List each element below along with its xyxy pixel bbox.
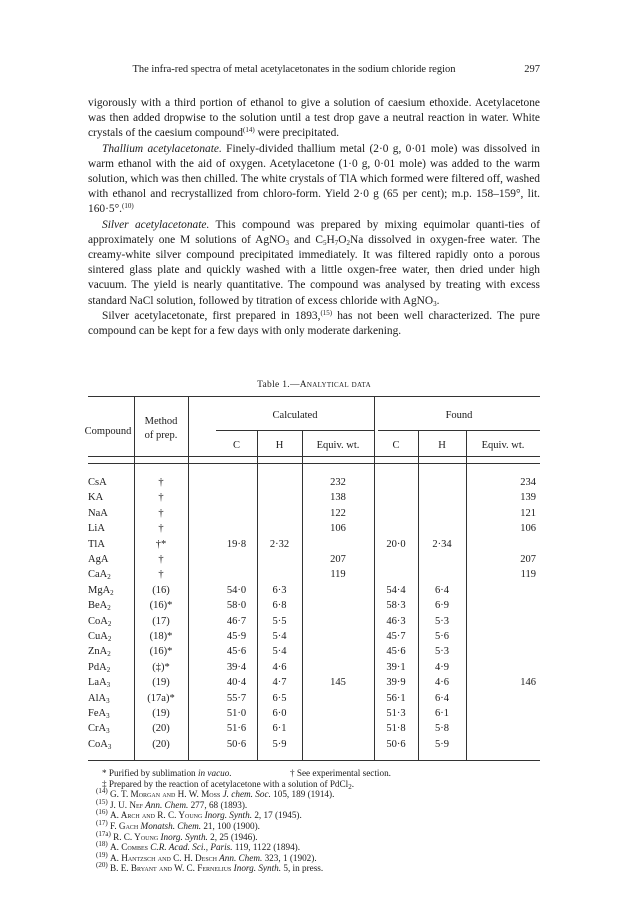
table-cell-method: † (158, 507, 164, 519)
p1-segment: were precipitated. (254, 127, 340, 140)
footnote-pdcl2-text: Prepared by the reaction of acetylacetone with a solution of PdCl (108, 778, 349, 789)
table-cell-fh: 6·1 (435, 708, 449, 719)
compound-name: CuA (88, 631, 108, 642)
compound-name: FeA (88, 708, 107, 719)
table-cell-fh: 4·6 (435, 677, 449, 689)
table-found-underline (378, 430, 540, 431)
table-cell-fc: 54·4 (386, 584, 406, 596)
reference-authors: A. Hantzsch and C. H. Desch (109, 852, 218, 863)
header-calc-equiv: Equiv. wt. (316, 440, 360, 451)
header-calc-h: H (275, 440, 284, 451)
reference-journal: J. chem. Soc. (220, 789, 271, 800)
compound-cell (88, 708, 110, 720)
paragraph-silver-history (88, 309, 540, 339)
p3-segment: 7 (334, 238, 339, 247)
table-cell-ce: 232 (330, 477, 346, 488)
p3-segment: 5 (323, 238, 327, 247)
table-col-rule-2 (188, 396, 189, 760)
table-cell-fe: 207 (520, 554, 536, 565)
reference-item (96, 842, 540, 853)
table-cell-fc: 39·9 (386, 677, 406, 689)
table-cell-fe: 139 (520, 492, 536, 504)
table-cell-cc: 46·7 (226, 615, 247, 627)
compound-cell (88, 492, 103, 504)
p3-segment: H (326, 233, 335, 246)
table-cell-ch: 5·4 (272, 646, 287, 658)
table-cell-method: (19) (152, 708, 170, 719)
compound-cell (88, 631, 111, 643)
reference-number: (15) (96, 797, 108, 806)
running-header (88, 64, 540, 78)
p3-segment: Na dissolved in oxygen-free water. The creamy-white silver compound precipitated immediately. It was filtered rapidly onto a porous sintered glass plate and quickly washed with a little oxgen-free water, then dried under high vacuum. The yield is nearly quantitative. The compound was analysed by treating with excess standard NaCl solution, followed by titration of excess chloride with AgNO (88, 233, 540, 307)
table-cell-cc: 45·6 (226, 646, 247, 658)
compound-name: CaA (88, 569, 108, 581)
reference-number: (17a) (96, 829, 111, 838)
paragraph-thallium (88, 142, 540, 218)
p3-segment: 2 (346, 238, 350, 247)
footnote-sublimation-text: Purified by sublimation (108, 768, 198, 778)
table-cell-cc: 50·6 (226, 738, 247, 750)
reference-authors: R. C. Young (113, 831, 159, 842)
table-calc-underline (216, 430, 374, 431)
table-caption (88, 380, 540, 390)
table-cell-method: † (158, 492, 164, 504)
reference-authors: G. T. Morgan and H. W. Moss (109, 789, 221, 800)
header-found-c: C (392, 440, 400, 451)
footnote-sublimation (96, 768, 540, 779)
footnote-pdcl2-end: . (351, 778, 354, 789)
table-cell-ch: 6·0 (272, 708, 287, 719)
reference-journal: C.R. Acad. Sci., Paris. (148, 842, 233, 853)
compound-subscript: 2 (107, 573, 111, 582)
reference-details: 105, 189 (1914). (270, 789, 335, 800)
table-cell-ce: 207 (330, 554, 346, 565)
table-header-rule (88, 456, 540, 457)
p3-segment: This compound was prepared by mixing equimolar quanti-ties of approximately one M solutions of AgNO (88, 218, 541, 246)
reference-details: 323, 1 (1902). (262, 852, 317, 863)
table-cell-fh: 2·34 (432, 538, 452, 550)
compound-cell (88, 739, 111, 751)
reference-item (96, 818, 540, 832)
table-cell-cc: 58·0 (226, 600, 247, 612)
reference-authors: A. Arch and R. C. Young (109, 810, 203, 821)
compound-name: LiA (88, 523, 105, 535)
footnote-pdcl2-sub: 2 (348, 782, 352, 791)
footnote-double-dagger: ‡ (102, 778, 109, 789)
table-cell-method: (17a)* (147, 692, 175, 704)
compound-cell (88, 646, 111, 658)
table-cell-ch: 6·3 (272, 584, 287, 596)
table-cell-ch: 5·4 (272, 631, 287, 642)
table-cell-fc: 46·3 (386, 615, 406, 627)
reference-authors: J. U. Nef (109, 799, 144, 810)
table-cell-ch: 6·1 (272, 723, 287, 735)
p2-segment: (10) (121, 202, 134, 211)
reference-item (96, 850, 540, 864)
paragraph-caesium (88, 96, 540, 142)
reference-journal: Monatsh. Chem. (138, 820, 202, 831)
reference-authors: B. E. Bryant and W. C. Fernelius (109, 863, 232, 874)
footnote-pdcl2 (96, 779, 540, 790)
reference-details: 2, 17 (1945). (252, 810, 302, 821)
compound-cell (88, 539, 105, 551)
table-cell-cc: 39·4 (226, 661, 247, 673)
table-cell-fe: 234 (520, 477, 536, 488)
table-cell-method: † (158, 523, 164, 535)
reference-details: 277, 68 (1893). (188, 799, 248, 810)
compound-name: ZnA (88, 646, 108, 658)
reference-details: 5, in press. (281, 863, 324, 874)
table-cell-ch: 5·5 (272, 615, 287, 627)
table-cell-fh: 6·4 (435, 584, 449, 596)
table-top-rule (88, 396, 540, 397)
p3-segment: Silver acetylacetonate. (102, 218, 210, 231)
table-cell-fe: 119 (520, 569, 536, 581)
compound-name: CoA (88, 738, 108, 750)
table-cell-ch: 4·6 (272, 661, 287, 673)
footnotes (96, 768, 540, 874)
table-caption-text: —Analytical data (289, 380, 371, 390)
header-found-h: H (438, 440, 446, 451)
compound-name: CoA (88, 615, 108, 627)
table-cell-cc: 40·4 (226, 677, 247, 689)
table-cell-method: (18)* (149, 631, 173, 642)
footnote-in-vacuo: in vacuo. (197, 768, 232, 778)
table-cell-cc: 45·9 (226, 631, 247, 642)
table-cell-fc: 50·6 (386, 738, 406, 750)
compound-cell (88, 600, 111, 612)
reference-authors: A. Combes (109, 842, 148, 853)
table-cell-cc: 51·0 (226, 708, 247, 719)
header-found-equiv: Equiv. wt. (481, 440, 525, 451)
reference-item (96, 829, 540, 843)
p3-segment: . (436, 294, 440, 307)
header-method-line2: of prep. (144, 430, 178, 441)
table-bottom-rule (88, 760, 540, 761)
compound-cell (88, 477, 107, 489)
compound-name: AgA (88, 554, 109, 565)
reference-item (96, 810, 540, 821)
compound-subscript: 3 (107, 742, 112, 751)
reference-journal: Inorg. Synth. (158, 831, 208, 842)
table-subheader-rule (88, 463, 540, 464)
table-cell-ch: 6·5 (272, 692, 287, 704)
compound-name: CsA (88, 477, 107, 488)
table-cell-method: (20) (152, 723, 170, 735)
table-cell-ce: 106 (330, 523, 346, 535)
table-cell-fc: 39·1 (386, 661, 406, 673)
footnote-asterisk: * (102, 768, 109, 778)
table-cell-fh: 5·3 (435, 646, 449, 658)
table-cell-method: (19) (152, 677, 170, 689)
p1-segment: (14) (243, 126, 255, 135)
table-cell-ce: 145 (330, 677, 346, 689)
compound-name: PdA (88, 661, 107, 673)
table-cell-fc: 58·3 (386, 600, 406, 612)
p1-segment: vigorously with a third portion of ethanol to give a solution of caesium ethoxide. Acetylacetone was then added dropwise to the solution until a test drop gave a neutral reaction in water. White crystals of the caesium compound (88, 97, 540, 140)
paragraph-silver (88, 218, 540, 309)
table-cell-fc: 45·7 (386, 631, 406, 642)
compound-name: TlA (88, 538, 105, 550)
reference-item (96, 797, 540, 811)
reference-number: (17) (96, 818, 108, 827)
table-caption-number: Table 1. (257, 380, 290, 390)
table-cell-ch: 5·9 (272, 738, 287, 750)
compound-cell (88, 508, 108, 520)
compound-subscript: 2 (110, 588, 114, 597)
compound-cell (88, 693, 110, 705)
table-cell-method: (‡)* (152, 661, 170, 673)
compound-subscript: 3 (106, 696, 110, 705)
compound-name: NaA (88, 507, 108, 519)
reference-details: 119, 1122 (1894). (232, 842, 301, 853)
header-calc-c: C (232, 440, 240, 451)
reference-number: (18) (96, 840, 108, 849)
compound-cell (88, 523, 105, 535)
table-cell-cc: 55·7 (226, 692, 247, 704)
header-found: Found (445, 410, 473, 421)
table-cell-method: † (158, 569, 164, 581)
table-cell-fe: 106 (520, 523, 536, 535)
table-cell-fc: 45·6 (386, 646, 406, 658)
reference-journal: Inorg. Synth. (231, 863, 282, 874)
p3-segment: O (338, 233, 347, 246)
table-cell-method: (17) (152, 615, 170, 627)
reference-details: 2, 25 (1946). (207, 831, 258, 842)
table-cell-ce: 138 (330, 492, 346, 504)
table-cell-fh: 5·8 (435, 723, 449, 735)
running-title: The infra-red spectra of metal acetylacetonates in the sodium chloride region (132, 64, 456, 75)
compound-name: LaA (88, 677, 107, 689)
compound-subscript: 3 (106, 712, 110, 720)
compound-cell (88, 662, 110, 674)
reference-item (96, 789, 540, 800)
reference-number: (20) (96, 861, 108, 870)
table-cell-fh: 6·9 (435, 600, 449, 612)
reference-journal: Ann. Chem. (143, 799, 189, 810)
compound-cell (88, 569, 111, 581)
p4-segment: Silver acetylacetonate, first prepared in 1893, (102, 309, 321, 322)
p4-segment: has not been well characterized. The pure compound can be kept for a few days with only moderate darkening. (88, 309, 540, 338)
compound-name: AlA (88, 692, 107, 704)
header-calculated: Calculated (272, 410, 318, 421)
compound-subscript: 2 (107, 650, 111, 659)
table-cell-ch: 4·7 (272, 677, 287, 689)
table-cell-cc: 54·0 (226, 584, 247, 596)
table-cell-method: † (158, 554, 164, 565)
compound-name: KA (88, 492, 104, 504)
table-cell-fc: 56·1 (386, 692, 406, 704)
reference-item (96, 863, 540, 874)
compound-cell (88, 616, 111, 628)
reference-number: (19) (96, 850, 108, 859)
table-cell-ce: 119 (330, 569, 346, 581)
compound-cell (88, 677, 110, 689)
table-cell-method: †* (155, 538, 167, 550)
reference-details: 21, 100 (1900). (201, 820, 260, 831)
compound-cell (88, 723, 110, 735)
reference-journal: Ann. Chem. (217, 852, 263, 863)
table-cell-ch: 2·32 (269, 538, 290, 550)
reference-number: (14) (96, 787, 108, 796)
table-cell-cc: 51·6 (226, 723, 247, 735)
reference-authors: F. Gach (109, 820, 139, 831)
table-cell-fh: 5·3 (435, 615, 449, 627)
p2-segment: Finely-divided thallium metal (2·0 g, 0·01 mole) was dissolved in warm ethanol with the aid of oxygen. Acetylacetone (1·0 g, 0·01 mole) was added to the warm solution, which was then chilled. The white crystals of TlA which formed were filtered off, washed with ethanol and recrystallized from chloro-form. Yield 2·0 g (65 per cent); m.p. 158–159°, lit. 160·5°. (88, 142, 540, 216)
table-cell-fe: 146 (520, 677, 536, 689)
table-cell-ce: 122 (330, 507, 346, 519)
table-cell-method: (20) (152, 738, 170, 750)
table-cell-method: (16)* (149, 646, 173, 658)
table-cell-fe: 121 (520, 507, 536, 519)
compound-name: CrA (88, 723, 107, 735)
compound-name: BeA (88, 600, 108, 612)
body-text (88, 96, 540, 339)
p3-segment: 3 (285, 238, 290, 247)
table-cell-fh: 6·4 (435, 692, 449, 704)
compound-subscript: 3 (106, 681, 111, 690)
compound-subscript: 2 (107, 619, 112, 628)
analytical-data-table (84, 396, 540, 762)
table-cell-fh: 4·9 (435, 661, 449, 673)
table-cell-cc: 19·8 (226, 538, 247, 550)
table-cell-ch: 6·8 (272, 600, 287, 612)
table-cell-fc: 51·8 (386, 723, 406, 735)
reference-journal: Inorg. Synth. (202, 810, 253, 821)
table-cell-fh: 5·6 (435, 631, 449, 642)
reference-list (96, 789, 540, 874)
compound-subscript: 3 (106, 727, 110, 736)
p2-segment: Thallium acetylacetonate. (102, 142, 222, 155)
p3-segment: 3 (433, 299, 437, 308)
compound-cell (88, 554, 108, 566)
p4-segment: (15) (320, 308, 333, 317)
header-compound: Compound (84, 426, 132, 437)
compound-subscript: 2 (107, 635, 112, 643)
table-cell-method: (16) (152, 584, 170, 596)
footnote-experimental: † See experimental section. (289, 768, 391, 778)
table-cell-method: (16)* (149, 600, 173, 612)
compound-name: MgA (88, 584, 111, 596)
table-cell-fh: 5·9 (435, 738, 449, 750)
p3-segment: and C (289, 233, 324, 246)
table-cell-method: † (158, 477, 164, 488)
compound-subscript: 2 (107, 604, 111, 613)
table-cell-fc: 20·0 (386, 538, 406, 550)
reference-number: (16) (96, 808, 108, 817)
page-number: 297 (524, 64, 540, 75)
compound-subscript: 2 (106, 665, 111, 674)
compound-cell (88, 585, 114, 597)
header-method: Method (144, 416, 178, 427)
table-cell-fc: 51·3 (386, 708, 406, 719)
